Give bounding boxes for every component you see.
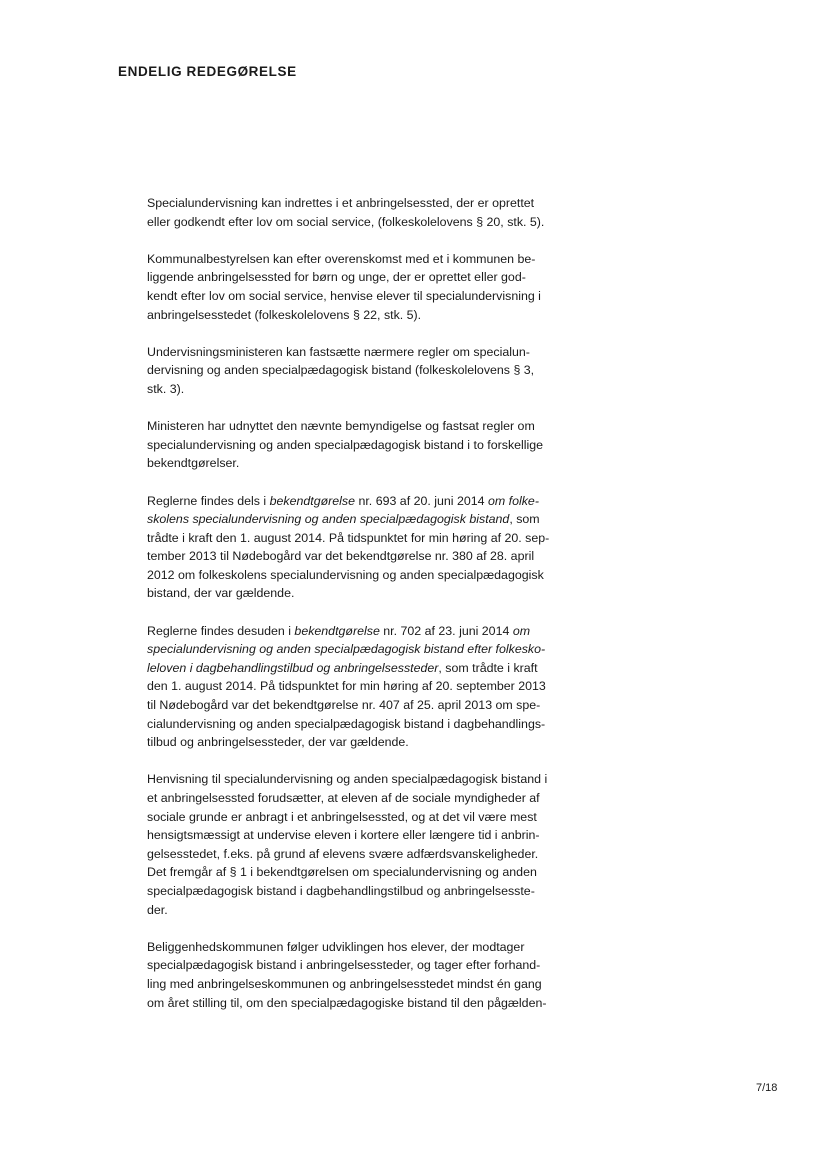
text-line [147,436,593,455]
text-segment: Ministeren har udnyttet den nævnte bemyndigelse og fastsat regler om [147,419,535,434]
text-segment: Henvisning til specialundervisning og anden specialpædagogisk bistand i [147,772,548,787]
body-paragraph [147,343,593,399]
text-line [147,343,593,362]
text-line [147,956,593,975]
body-paragraph [147,938,593,1012]
document-header: ENDELIG REDEGØRELSE [118,64,297,79]
italic-text-segment: leloven i dagbehandlingstilbud og anbringelsessteder [147,660,439,675]
text-segment: specialpædagogisk bistand i dagbehandlingstilbud og anbringelsesste- [147,883,535,898]
body-paragraph [147,194,593,231]
text-segment: Reglerne findes dels i [147,493,270,508]
text-line [147,882,593,901]
text-line [147,380,593,399]
text-segment: hensigtsmæssigt at undervise eleven i kortere eller længere tid i anbrin- [147,828,540,843]
text-segment: kendt efter lov om social service, henvise elever til specialundervisning i [147,288,541,303]
text-line [147,268,593,287]
italic-text-segment: om [512,623,531,638]
text-line [147,845,593,864]
text-segment: anbringelsesstedet (folkeskolelovens § 22, stk. 5). [147,307,422,322]
text-segment: tilbud og anbringelsessteder, der var gældende. [147,735,409,750]
page-number: 7/18 [756,1082,778,1094]
text-segment: eller godkendt efter lov om social service, (folkeskolelovens § 20, stk. 5). [147,214,545,229]
italic-text-segment: bekendtgørelse [294,623,380,638]
text-segment: Beliggenhedskommunen følger udviklingen hos elever, der modtager [147,939,525,954]
text-line [147,901,593,920]
body-paragraph [147,622,593,752]
text-segment: et anbringelsessted forudsætter, at eleven af de sociale myndigheder af [147,791,540,805]
text-segment: cialundervisning og anden specialpædagogisk bistand i dagbehandlings- [147,716,546,731]
italic-text-segment: skolens specialundervisning og anden specialpædagogisk bistand [147,512,510,527]
text-segment: trådte i kraft den 1. august 2014. På tidspunktet for min høring af 20. sep- [147,530,550,545]
text-segment: liggende anbringelsessted for børn og unge, der er oprettet eller god- [147,270,526,285]
document-body [147,194,593,1031]
text-line [147,975,593,994]
text-segment: dervisning og anden specialpædagogisk bistand (folkeskolelovens § 3, [147,363,535,378]
text-line [147,213,593,232]
text-line [147,584,593,603]
text-segment: Reglerne findes desuden i [147,623,295,638]
italic-text-segment: bekendtgørelse [269,493,356,508]
text-segment: der. [147,902,168,917]
italic-text-segment: om folke- [488,493,539,508]
text-segment: ling med anbringelseskommunen og anbringelsesstedet mindst én gang [147,976,542,991]
body-paragraph [147,770,593,919]
text-line [147,659,593,678]
text-line [147,417,593,436]
text-line [147,770,593,789]
text-line [147,306,593,325]
text-segment: Undervisningsministeren kan fastsætte nærmere regler om specialun- [147,344,530,359]
italic-text-segment: specialundervisning og anden specialpædagogisk bistand efter folkesko- [147,642,546,657]
text-segment: bistand, der var gældende. [147,586,295,601]
text-segment: , som trådte i kraft [438,660,538,675]
text-line [147,677,593,696]
body-paragraph [147,417,593,473]
text-segment: bekendtgørelser. [147,456,240,471]
text-segment: Specialundervisning kan indrettes i et anbringelsessted, der er oprettet [147,196,535,210]
text-line [147,454,593,473]
body-paragraph [147,492,593,604]
text-segment: om året stilling til, om den specialpædagogiske bistand til den pågælden- [147,995,547,1010]
text-segment: tember 2013 til Nødebogård var det bekendtgørelse nr. 380 af 28. april [147,549,535,564]
text-line [147,510,593,529]
text-segment: den 1. august 2014. På tidspunktet for min høring af 20. september 2013 [147,679,546,694]
text-line [147,547,593,566]
text-line [147,361,593,380]
text-line [147,789,593,808]
text-line [147,640,593,659]
text-line [147,863,593,882]
text-line [147,529,593,548]
text-segment: nr. 702 af 23. juni 2014 [379,623,513,638]
text-segment: sociale grunde er anbragt i et anbringelsessted, og at det vil være mest [147,809,537,824]
text-line [147,287,593,306]
body-paragraph [147,250,593,324]
text-line [147,622,593,641]
text-segment: nr. 693 af 20. juni 2014 [355,493,488,508]
text-line [147,733,593,752]
text-line [147,994,593,1013]
text-line [147,696,593,715]
text-line [147,938,593,957]
text-line [147,566,593,585]
text-segment: specialundervisning og anden specialpædagogisk bistand i to forskellige [147,437,544,452]
text-line [147,492,593,511]
text-line [147,715,593,734]
text-segment: specialpædagogisk bistand i anbringelsessteder, og tager efter forhand- [147,958,541,973]
text-segment: 2012 om folkeskolens specialundervisning og anden specialpædagogisk [147,567,544,582]
text-segment: til Nødebogård var det bekendtgørelse nr. 407 af 25. april 2013 om spe- [147,698,541,713]
text-segment: , som [509,512,540,527]
text-line [147,826,593,845]
text-line [147,808,593,827]
text-segment: gelsesstedet, f.eks. på grund af elevens svære adfærdsvanskeligheder. [147,846,539,861]
text-segment: Kommunalbestyrelsen kan efter overenskomst med et i kommunen be- [147,251,536,266]
text-line [147,250,593,269]
text-segment: Det fremgår af § 1 i bekendtgørelsen om specialundervisning og anden [147,865,537,880]
text-segment: stk. 3). [147,381,185,396]
text-line [147,194,593,213]
